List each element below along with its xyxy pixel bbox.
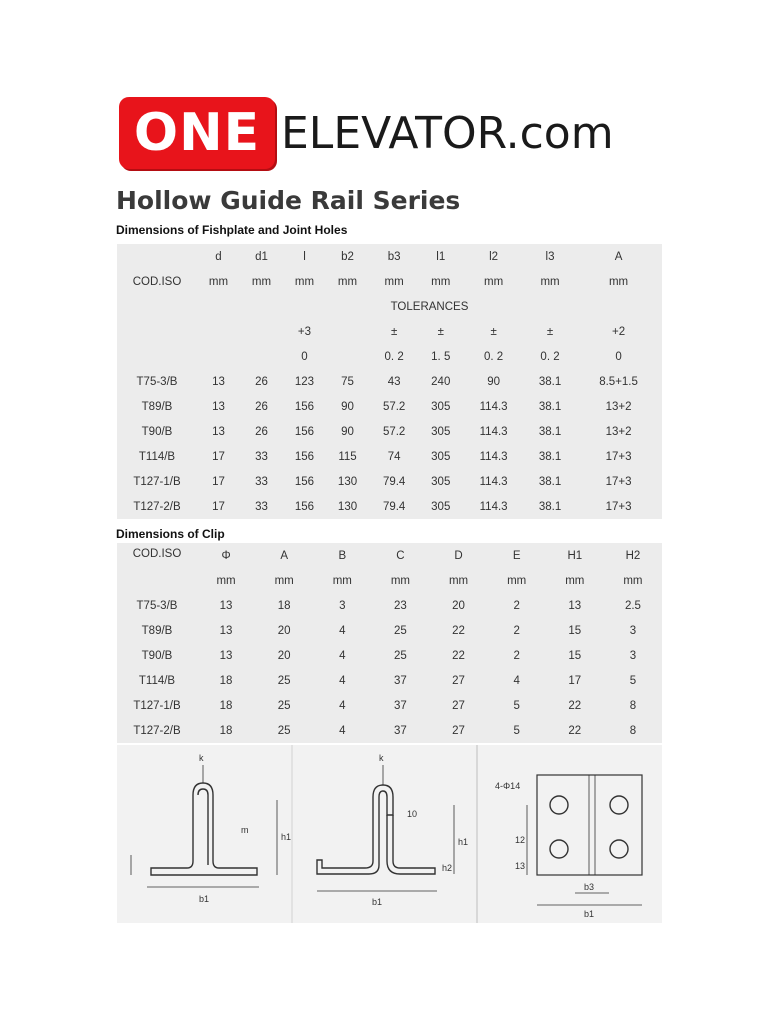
unit-cell: mm: [251, 275, 272, 288]
value-cell: 37: [394, 699, 407, 712]
value-cell: 156: [294, 475, 315, 488]
value-cell: 305: [431, 500, 451, 513]
tolerance-cell: 1. 5: [431, 350, 451, 363]
value-cell: 13+2: [605, 425, 632, 438]
tolerance-cell: ±: [390, 325, 398, 338]
label-k-2: k: [379, 753, 384, 763]
code-cell: T89/B: [141, 624, 173, 637]
value-cell: 4: [339, 624, 346, 637]
tolerance-cell: [326, 344, 369, 369]
column-header: H1: [567, 549, 583, 562]
tolerance-cell: 0. 2: [540, 350, 560, 363]
value-cell: 57.2: [382, 425, 406, 438]
unit-cell: mm: [332, 574, 352, 587]
tolerance-cell: [240, 344, 283, 369]
column-header: B: [338, 549, 347, 562]
value-cell: 43: [387, 375, 401, 388]
tolerance-cell: +2: [612, 325, 626, 338]
value-cell: 22: [568, 699, 582, 712]
unit-cell: mm: [274, 574, 294, 587]
unit-cell: mm: [507, 574, 527, 587]
unit-cell: mm: [431, 275, 451, 288]
value-cell: 130: [337, 500, 358, 513]
unit-cell: mm: [608, 275, 629, 288]
label-k: k: [199, 753, 204, 763]
value-cell: 18: [219, 674, 233, 687]
value-cell: 15: [568, 624, 582, 637]
value-cell: 33: [255, 475, 268, 488]
label-h1: h1: [281, 832, 292, 842]
value-cell: 4: [339, 724, 346, 737]
value-cell: 3: [339, 599, 346, 612]
tolerance-cell: ±: [437, 325, 444, 338]
code-cell: T90/B: [141, 425, 173, 438]
clip-body: [117, 593, 662, 743]
column-header: l3: [545, 250, 555, 263]
value-cell: 17: [212, 450, 225, 463]
value-cell: 27: [452, 724, 465, 737]
table-header-row: [117, 244, 662, 269]
code-iso-header: COD.ISO: [132, 275, 182, 288]
value-cell: 114.3: [479, 500, 508, 513]
tolerance-row-1: [117, 319, 662, 344]
value-cell: 5: [629, 674, 637, 687]
value-cell: 90: [341, 400, 354, 413]
value-cell: 38.1: [538, 500, 562, 513]
value-cell: 115: [338, 450, 357, 463]
value-cell: 123: [294, 375, 315, 388]
value-cell: 33: [255, 500, 268, 513]
code-cell: T75-3/B: [136, 599, 178, 612]
tolerance-cell: [240, 319, 283, 344]
table-row: [117, 394, 662, 419]
table-row: [117, 444, 662, 469]
code-cell: T75-3/B: [136, 375, 178, 388]
value-cell: 114.3: [479, 475, 508, 488]
code-cell: T114/B: [138, 450, 176, 463]
value-cell: 38.1: [538, 475, 562, 488]
code-cell: [117, 344, 197, 369]
tolerance-cell: 0. 2: [384, 350, 404, 363]
value-cell: 22: [568, 724, 582, 737]
value-cell: 38.1: [538, 375, 562, 388]
unit-cell: mm: [208, 275, 229, 288]
unit-cell: mm: [484, 275, 504, 288]
unit-cell: mm: [216, 574, 236, 587]
table-header-row: [117, 543, 662, 568]
code-cell: T114/B: [138, 674, 176, 687]
value-cell: 33: [255, 450, 268, 463]
value-cell: 4: [339, 649, 346, 662]
value-cell: 27: [452, 699, 465, 712]
value-cell: 13: [212, 425, 225, 438]
value-cell: 114.3: [479, 450, 508, 463]
tolerance-cell: [197, 344, 240, 369]
column-header: d1: [255, 250, 268, 263]
clip-heading: Dimensions of Clip: [116, 527, 225, 541]
value-cell: 4: [339, 699, 346, 712]
tolerance-cell: 0: [615, 350, 622, 363]
value-cell: 4: [339, 674, 346, 687]
tolerance-row-2: [117, 344, 662, 369]
logo-one: ONE: [119, 97, 275, 169]
value-cell: 18: [277, 599, 291, 612]
column-header: l2: [489, 250, 499, 263]
column-header: d: [215, 250, 222, 263]
value-cell: 27: [452, 674, 465, 687]
unit-cell: mm: [384, 275, 404, 288]
tolerance-cell: 0: [301, 350, 308, 363]
value-cell: 3: [629, 649, 637, 662]
unit-cell: mm: [565, 574, 585, 587]
label-h2: h2: [442, 863, 453, 873]
unit-cell: mm: [337, 275, 358, 288]
table-row: [117, 369, 662, 394]
value-cell: 13: [212, 400, 225, 413]
code-cell: T127-2/B: [133, 500, 181, 513]
value-cell: 22: [452, 624, 465, 637]
value-cell: 57.2: [382, 400, 406, 413]
value-cell: 156: [294, 400, 315, 413]
value-cell: 156: [294, 425, 315, 438]
value-cell: 3: [629, 624, 637, 637]
value-cell: 25: [277, 674, 291, 687]
column-header: Φ: [221, 549, 231, 562]
value-cell: 13: [212, 375, 225, 388]
value-cell: 13: [219, 649, 233, 662]
code-cell: T89/B: [141, 400, 173, 413]
value-cell: 5: [513, 724, 520, 737]
value-cell: 20: [452, 599, 465, 612]
table-row: [117, 593, 662, 618]
tolerances-label: TOLERANCES: [390, 300, 469, 313]
value-cell: 37: [394, 674, 407, 687]
table-row: [117, 494, 662, 519]
column-header: E: [512, 549, 521, 562]
value-cell: 305: [431, 475, 451, 488]
value-cell: 17+3: [605, 450, 632, 463]
value-cell: 26: [255, 425, 268, 438]
value-cell: 5: [513, 699, 520, 712]
code-cell: T127-2/B: [133, 724, 181, 737]
table-row: [117, 668, 662, 693]
value-cell: 79.4: [382, 500, 406, 513]
value-cell: 17: [212, 500, 225, 513]
table-row: [117, 693, 662, 718]
unit-cell: mm: [540, 275, 560, 288]
value-cell: 38.1: [538, 425, 562, 438]
value-cell: 13: [219, 624, 233, 637]
value-cell: 18: [219, 699, 233, 712]
label-b3: b3: [584, 882, 595, 892]
value-cell: 130: [337, 475, 358, 488]
value-cell: 90: [341, 425, 354, 438]
label-12: 12: [515, 835, 526, 845]
value-cell: 114.3: [479, 400, 508, 413]
table-row: [117, 419, 662, 444]
unit-cell: mm: [294, 275, 315, 288]
value-cell: 18: [219, 724, 233, 737]
logo-text: ELEVATOR.com: [281, 107, 614, 159]
value-cell: 15: [568, 649, 582, 662]
value-cell: 17: [212, 475, 225, 488]
fishplate-body: [117, 369, 662, 519]
label-b1-3: b1: [584, 909, 595, 919]
page-title: Hollow Guide Rail Series: [116, 186, 461, 215]
value-cell: 79.4: [382, 475, 406, 488]
column-header: A: [614, 250, 623, 263]
value-cell: 305: [431, 400, 451, 413]
tolerance-cell: [197, 319, 240, 344]
tolerance-cell: +3: [297, 325, 312, 338]
value-cell: 114.3: [479, 425, 508, 438]
tolerance-cell: ±: [490, 325, 497, 338]
value-cell: 2.5: [624, 599, 641, 612]
label-holes: 4-Φ14: [495, 781, 521, 791]
value-cell: 156: [294, 450, 315, 463]
value-cell: 25: [394, 649, 407, 662]
value-cell: 37: [394, 724, 407, 737]
column-header: D: [454, 549, 463, 562]
value-cell: 20: [277, 649, 291, 662]
value-cell: 90: [487, 375, 500, 388]
value-cell: 22: [452, 649, 465, 662]
table-row: [117, 469, 662, 494]
value-cell: 17+3: [605, 475, 632, 488]
fishplate-table: [117, 244, 662, 519]
tolerances-row: [117, 294, 662, 319]
value-cell: 25: [394, 624, 407, 637]
value-cell: 23: [394, 599, 407, 612]
column-header: b2: [341, 250, 354, 263]
fishplate-heading: Dimensions of Fishplate and Joint Holes: [116, 223, 348, 237]
code-cell: [117, 319, 197, 344]
label-h1-2: h1: [458, 837, 469, 847]
value-cell: 17+3: [605, 500, 632, 513]
column-header: A: [280, 549, 289, 562]
label-13: 13: [515, 861, 526, 871]
table-row: [117, 718, 662, 743]
unit-cell: mm: [623, 574, 643, 587]
column-header: H2: [625, 549, 641, 562]
value-cell: 13: [568, 599, 582, 612]
value-cell: 305: [431, 425, 451, 438]
value-cell: 13+2: [605, 400, 632, 413]
label-m: m: [241, 825, 249, 835]
tolerance-cell: [326, 319, 369, 344]
logo: [119, 97, 614, 169]
table-row: [117, 643, 662, 668]
value-cell: 25: [277, 699, 291, 712]
value-cell: 8: [629, 724, 637, 737]
value-cell: 4: [513, 674, 520, 687]
unit-cell: mm: [448, 574, 469, 587]
unit-row: [117, 269, 662, 294]
value-cell: 13: [219, 599, 233, 612]
table-row: [117, 618, 662, 643]
value-cell: 26: [255, 400, 268, 413]
value-cell: 8.5+1.5: [599, 375, 638, 388]
tolerance-cell: 0. 2: [484, 350, 504, 363]
code-cell: T127-1/B: [133, 475, 181, 488]
tolerance-cell: ±: [546, 325, 554, 338]
technical-drawings: [117, 745, 662, 923]
value-cell: 156: [294, 500, 315, 513]
clip-table: [117, 543, 662, 743]
column-header: C: [396, 549, 405, 562]
label-b1: b1: [199, 894, 210, 904]
value-cell: 2: [513, 599, 520, 612]
value-cell: 25: [277, 724, 291, 737]
value-cell: 2: [513, 624, 520, 637]
value-cell: 26: [255, 375, 268, 388]
value-cell: 75: [341, 375, 354, 388]
value-cell: 8: [629, 699, 637, 712]
code-cell: T127-1/B: [133, 699, 181, 712]
value-cell: 38.1: [538, 450, 562, 463]
value-cell: 20: [277, 624, 291, 637]
unit-row: [117, 568, 662, 593]
value-cell: 38.1: [538, 400, 562, 413]
value-cell: 74: [387, 450, 401, 463]
label-b1-2: b1: [372, 897, 383, 907]
unit-cell: mm: [390, 574, 411, 587]
value-cell: 17: [568, 674, 582, 687]
code-iso-header: COD.ISO: [132, 548, 182, 560]
value-cell: 240: [431, 375, 451, 388]
column-header: b3: [387, 250, 401, 263]
code-cell: T90/B: [141, 649, 173, 662]
value-cell: 305: [431, 450, 451, 463]
value-cell: 2: [513, 649, 520, 662]
label-10: 10: [407, 809, 418, 819]
drawing-svg: [117, 745, 662, 923]
column-header: l1: [436, 250, 446, 263]
column-header: l: [303, 250, 306, 263]
